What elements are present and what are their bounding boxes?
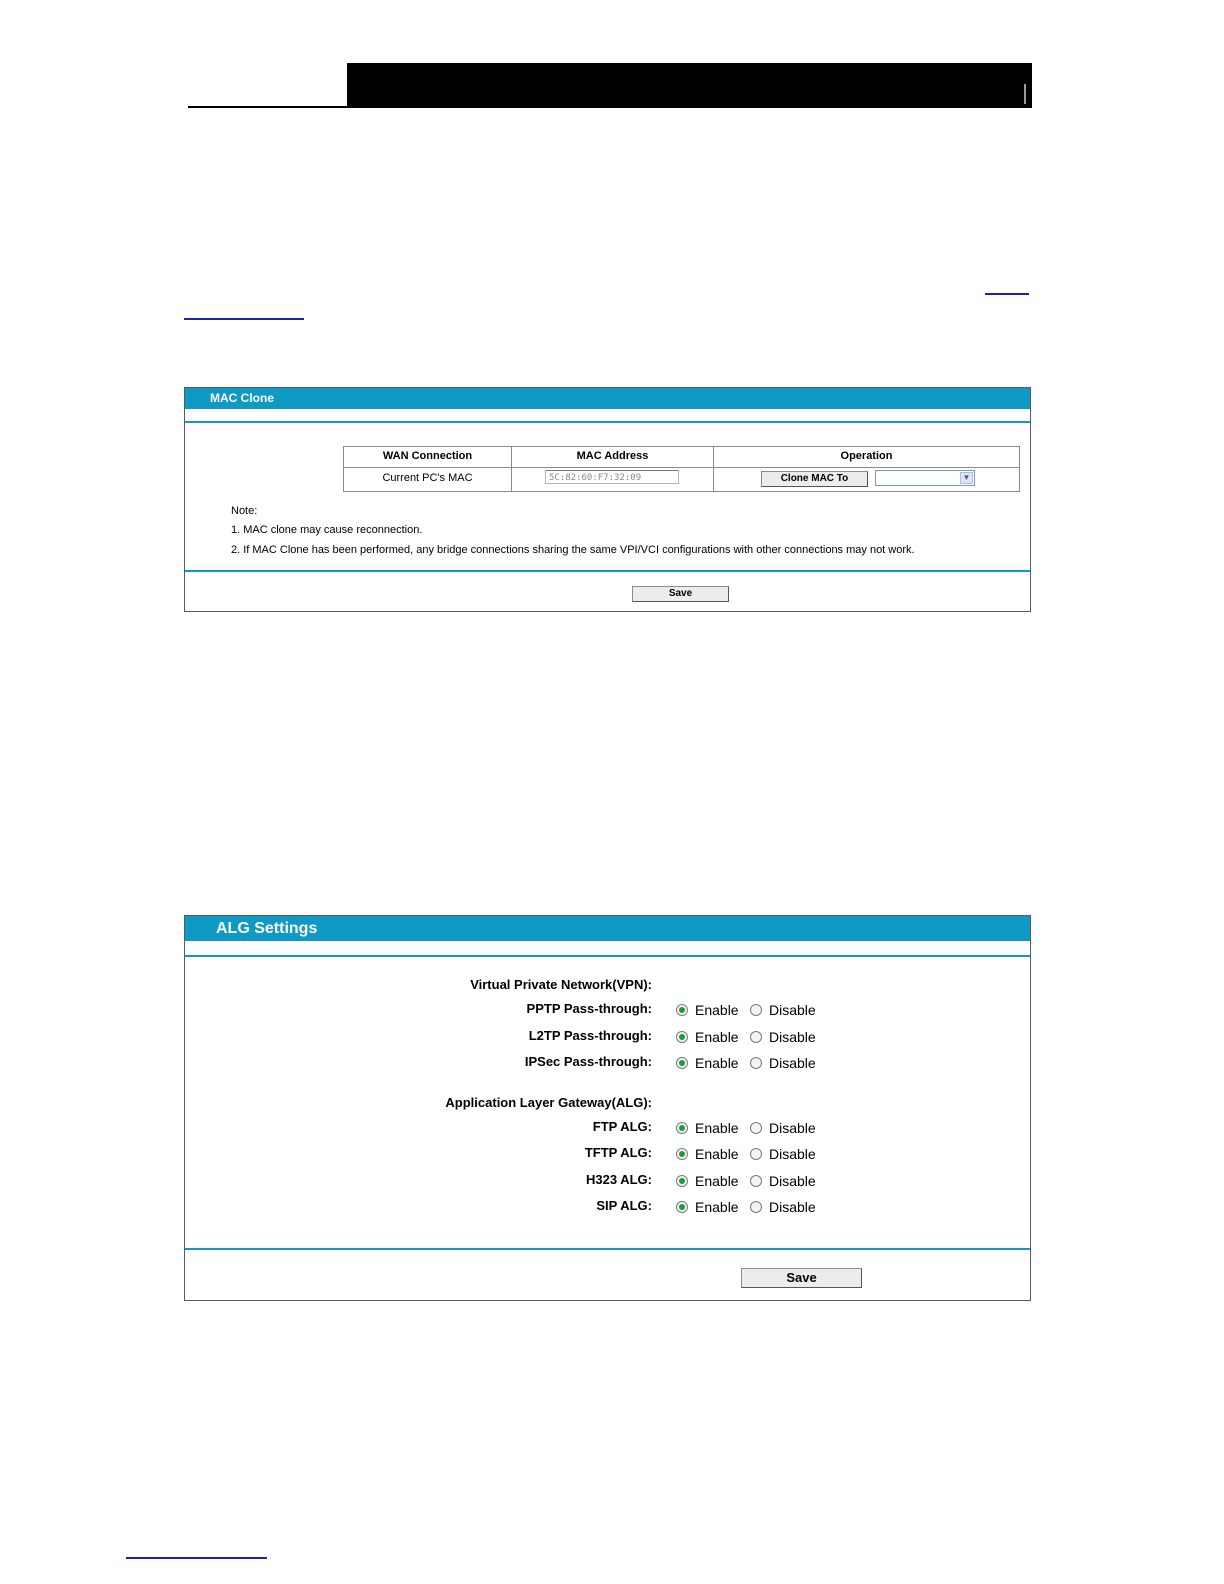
- l2tp-disable-label[interactable]: Disable: [769, 1029, 816, 1045]
- tftp-disable-label[interactable]: Disable: [769, 1146, 816, 1162]
- pptp-enable-label[interactable]: Enable: [695, 1002, 739, 1018]
- alg-heading: Application Layer Gateway(ALG):: [445, 1095, 652, 1110]
- header-rule: [188, 106, 348, 108]
- alg-settings-panel: [184, 915, 1031, 1301]
- sip-disable-radio[interactable]: [750, 1201, 762, 1213]
- tftp-enable-radio[interactable]: [676, 1148, 688, 1160]
- footer-link-underline[interactable]: [126, 1557, 267, 1559]
- l2tp-enable-radio[interactable]: [676, 1031, 688, 1043]
- sip-enable-radio[interactable]: [676, 1201, 688, 1213]
- h323-enable-radio[interactable]: [676, 1175, 688, 1187]
- alg-settings-title: ALG Settings: [185, 916, 1030, 941]
- sip-disable-label[interactable]: Disable: [769, 1199, 816, 1215]
- mac-clone-table: [343, 446, 1020, 492]
- ipsec-enable-radio[interactable]: [676, 1057, 688, 1069]
- chevron-down-icon[interactable]: ▼: [960, 472, 973, 484]
- alg-bottom-divider: [185, 1248, 1030, 1250]
- ipsec-disable-radio[interactable]: [750, 1057, 762, 1069]
- l2tp-label: L2TP Pass-through:: [528, 1028, 652, 1043]
- link-underline[interactable]: [985, 293, 1029, 295]
- mac-top-divider: [185, 421, 1030, 423]
- h323-enable-label[interactable]: Enable: [695, 1173, 739, 1189]
- tftp-disable-radio[interactable]: [750, 1148, 762, 1160]
- col-header-operation: Operation: [840, 450, 893, 462]
- tftp-alg-label: TFTP ALG:: [584, 1145, 652, 1160]
- ftp-disable-radio[interactable]: [750, 1122, 762, 1134]
- pptp-enable-radio[interactable]: [676, 1004, 688, 1016]
- header-tick: [1024, 84, 1026, 104]
- ftp-enable-label[interactable]: Enable: [695, 1120, 739, 1136]
- header-bar: [347, 63, 1032, 108]
- ftp-alg-label: FTP ALG:: [592, 1119, 652, 1134]
- ipsec-disable-label[interactable]: Disable: [769, 1055, 816, 1071]
- mac-clone-panel: [184, 387, 1031, 612]
- mac-clone-title: MAC Clone: [185, 388, 1030, 409]
- h323-disable-radio[interactable]: [750, 1175, 762, 1187]
- clone-target-select[interactable]: [875, 470, 975, 486]
- mac-address-input[interactable]: 5C:82:60:F7:32:09: [545, 470, 679, 484]
- note-line: 2. If MAC Clone has been performed, any bridge connections sharing the same VPI/VCI configurations with other connections may not work.: [231, 544, 915, 556]
- pptp-label: PPTP Pass-through:: [526, 1001, 652, 1016]
- ftp-disable-label[interactable]: Disable: [769, 1120, 816, 1136]
- col-header-mac-address: MAC Address: [576, 450, 649, 462]
- h323-alg-label: H323 ALG:: [586, 1172, 652, 1187]
- clone-mac-button[interactable]: Clone MAC To: [761, 471, 868, 487]
- col-header-wan-connection: WAN Connection: [382, 450, 473, 462]
- alg-save-button[interactable]: Save: [741, 1268, 862, 1288]
- mac-bottom-divider: [185, 570, 1030, 572]
- ipsec-enable-label[interactable]: Enable: [695, 1055, 739, 1071]
- mac-save-button[interactable]: Save: [632, 586, 729, 602]
- pptp-disable-label[interactable]: Disable: [769, 1002, 816, 1018]
- alg-top-divider: [185, 955, 1030, 957]
- pptp-disable-radio[interactable]: [750, 1004, 762, 1016]
- vpn-heading: Virtual Private Network(VPN):: [470, 977, 652, 992]
- wan-connection-cell: Current PC's MAC: [382, 472, 473, 484]
- ftp-enable-radio[interactable]: [676, 1122, 688, 1134]
- l2tp-enable-label[interactable]: Enable: [695, 1029, 739, 1045]
- note-line: 1. MAC clone may cause reconnection.: [231, 524, 423, 536]
- sip-enable-label[interactable]: Enable: [695, 1199, 739, 1215]
- l2tp-disable-radio[interactable]: [750, 1031, 762, 1043]
- sip-alg-label: SIP ALG:: [596, 1198, 652, 1213]
- h323-disable-label[interactable]: Disable: [769, 1173, 816, 1189]
- link-underline[interactable]: [184, 318, 304, 320]
- note-heading: Note:: [231, 505, 258, 517]
- tftp-enable-label[interactable]: Enable: [695, 1146, 739, 1162]
- ipsec-label: IPSec Pass-through:: [524, 1054, 652, 1069]
